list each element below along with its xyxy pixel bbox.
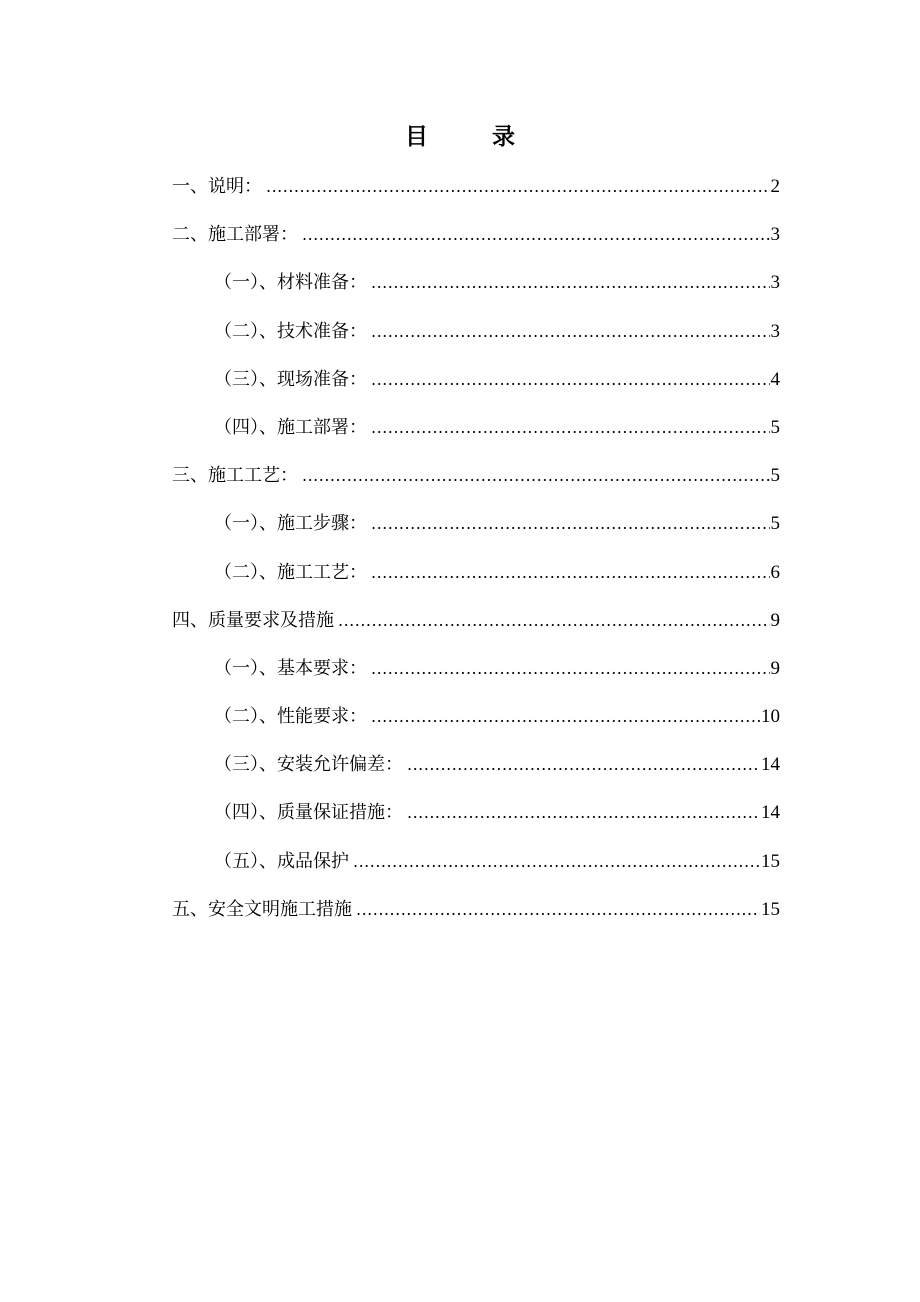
toc-dot-leader [371,308,770,356]
toc-entry-page-number: 14 [761,754,780,776]
toc-entry-page-number: 14 [761,802,780,824]
toc-entry-label: （一）、材料准备： [214,272,367,294]
toc-entry-page-number: 10 [761,706,780,728]
toc-entry-page-number: 5 [770,465,780,487]
toc-entry-label: （三）、现场准备： [214,368,367,390]
toc-entry[interactable] [172,211,780,259]
toc-dot-leader [356,886,760,934]
toc-dot-leader [371,500,770,548]
toc-entry-label: （二）、技术准备： [214,320,367,342]
toc-entry-label: （二）、施工工艺： [214,561,367,583]
toc-dot-leader [371,645,770,693]
toc-entry-label: 五、安全文明施工措施 [172,898,352,920]
toc-entry[interactable] [172,693,780,741]
toc-entry-label: （三）、安装允许偏差： [214,754,403,776]
toc-entry-label: （一）、基本要求： [214,657,367,679]
toc-entry-page-number: 5 [770,416,780,438]
toc-dot-leader [371,404,770,452]
toc-entry[interactable] [172,308,780,356]
toc-entry-label: 二、施工部署： [172,224,298,246]
toc-dot-leader [407,789,760,837]
toc-entry[interactable] [172,886,780,934]
toc-entry-page-number: 9 [770,657,780,679]
toc-entry-page-number: 15 [761,898,780,920]
toc-entry-page-number: 2 [770,176,780,197]
toc-dot-leader [371,356,770,404]
toc-entry[interactable] [172,549,780,597]
toc-entry[interactable] [172,645,780,693]
toc-entry[interactable] [172,356,780,404]
toc-entry[interactable] [172,452,780,500]
toc-entry-page-number: 6 [770,561,780,583]
toc-entry[interactable] [172,789,780,837]
toc-title: 目 录 [404,123,543,150]
toc-dot-leader [302,452,770,500]
toc-entry-page-number: 3 [770,320,780,342]
toc-dot-leader [266,163,770,211]
toc-entry-label: （二）、性能要求： [214,706,367,728]
toc-entry-label: （四）、施工部署： [214,416,367,438]
toc-entry[interactable] [172,163,780,211]
toc-entry-page-number: 3 [770,272,780,294]
toc-entry-page-number: 5 [770,513,780,535]
toc-entry[interactable] [172,597,780,645]
toc-entry-label: 四、质量要求及措施 [172,609,334,631]
toc-entry-page-number: 4 [770,368,780,390]
toc-dot-leader [353,838,760,886]
toc-entry-label: 三、施工工艺： [172,465,298,487]
toc-entry[interactable] [172,838,780,886]
table-of-contents [172,163,780,934]
toc-dot-leader [407,741,760,789]
toc-entry[interactable] [172,404,780,452]
toc-entry[interactable] [172,741,780,789]
toc-entry-page-number: 9 [770,609,780,631]
toc-entry[interactable] [172,259,780,307]
toc-entry-page-number: 15 [761,850,780,872]
toc-entry-label: （一）、施工步骤： [214,513,367,535]
toc-dot-leader [371,259,770,307]
toc-entry-label: （四）、质量保证措施： [214,802,403,824]
toc-dot-leader [371,693,760,741]
toc-dot-leader [302,211,770,259]
toc-entry-label: （五）、成品保护 [214,850,349,872]
toc-dot-leader [371,549,770,597]
toc-entry-page-number: 3 [770,224,780,246]
toc-dot-leader [338,597,770,645]
toc-entry-label: 一、说明： [172,176,262,197]
toc-entry[interactable] [172,500,780,548]
